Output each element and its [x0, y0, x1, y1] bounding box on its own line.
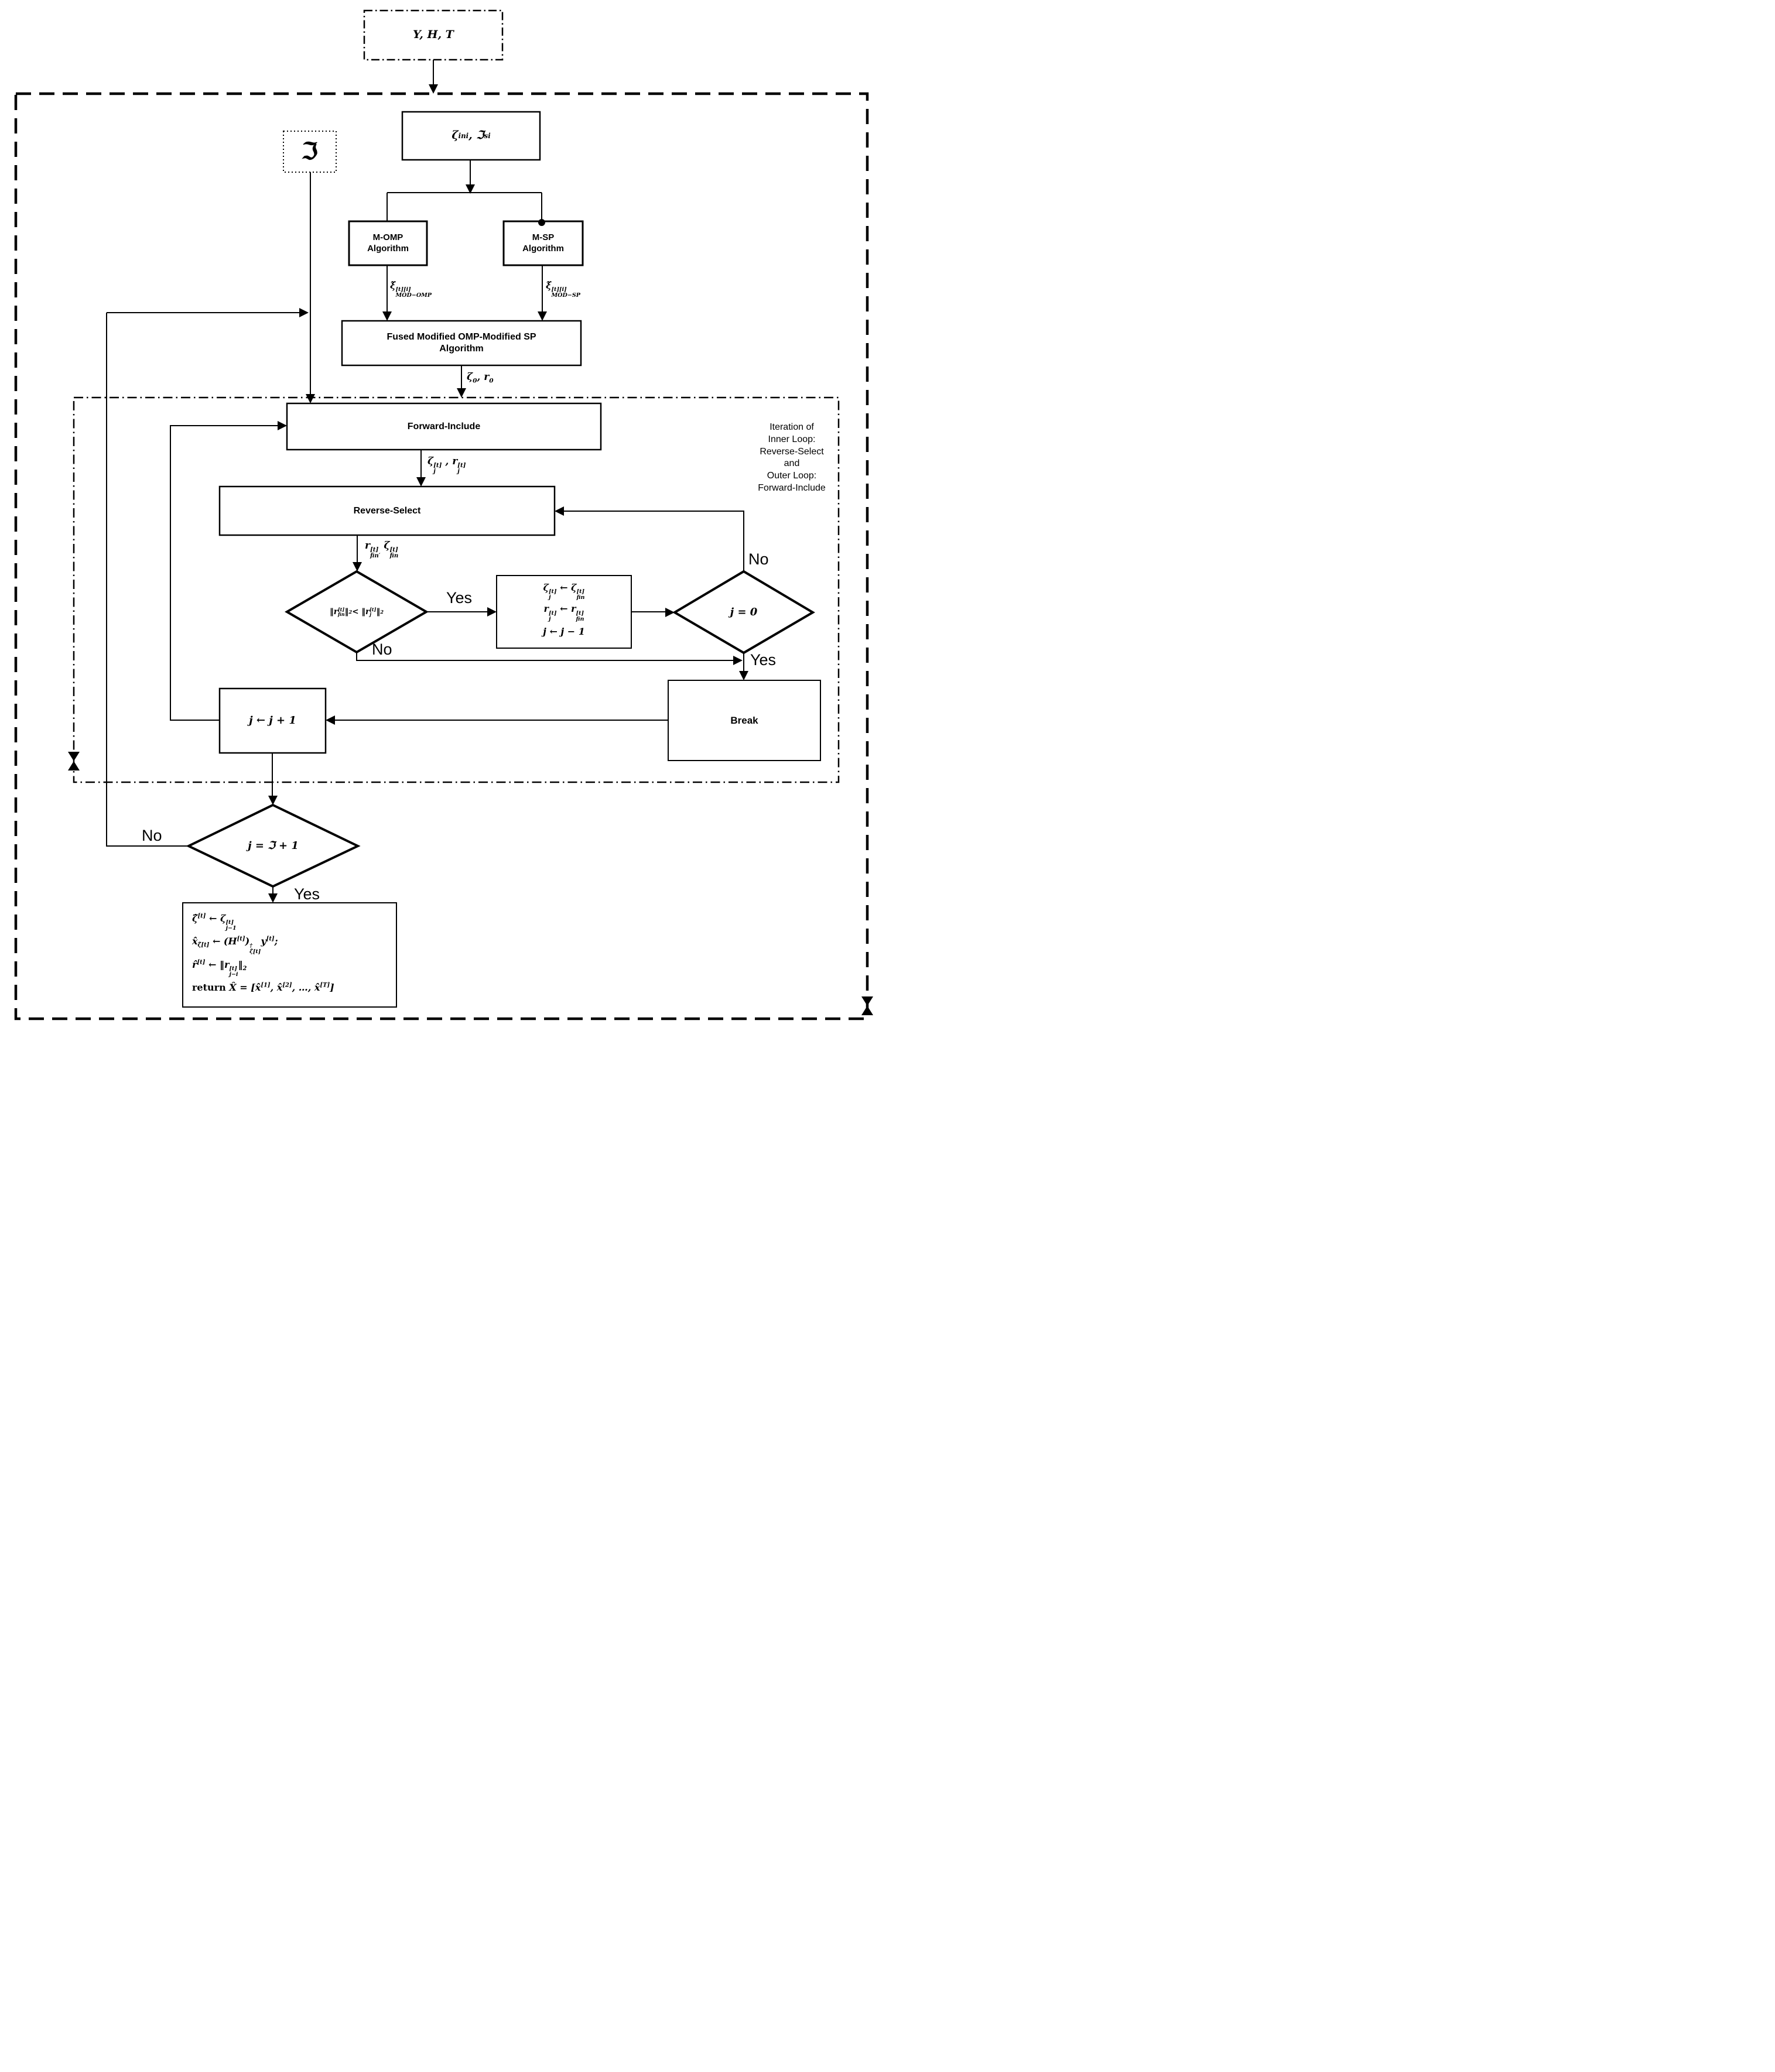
xi-mod-omp-label: ξ̌ [t][i] MOD−OMP — [390, 280, 432, 299]
j0-condition-label: j = 0 — [730, 605, 758, 618]
loop-note: Iteration of Inner Loop: Reverse-Select and Outer Loop: Forward-Include — [758, 422, 826, 493]
output-line-2: $x̂_{\zetâ[t]}$ ← (H[t]) † ζ̂[t] y[t]; — [192, 936, 278, 955]
output-line-3: r̂[t] ← ‖r [t] j−i $‖_2$ — [192, 958, 247, 978]
yes-label-j0: Yes — [750, 651, 777, 669]
update-line-2: r [t] j ← r [t] fin — [543, 603, 584, 622]
msp-label: M-SP Algorithm — [522, 232, 564, 254]
reverse-select-label: Reverse-Select — [353, 505, 421, 516]
init-label: ζ ini , ℑ si — [452, 129, 491, 142]
output-line-4: return X̂ = [x̂[1], x̂[2], …, x̂[T]] — [192, 982, 334, 994]
update-line-3: j ← j − 1 — [543, 625, 585, 637]
fused-label: Fused Modified OMP-Modified SP Algorithm — [387, 332, 536, 354]
flowchart-canvas — [0, 0, 888, 1036]
update-label — [497, 580, 631, 641]
update-line-1: ζ [t] j ← ζ [t] fin — [543, 582, 585, 601]
no-label-norm: No — [372, 641, 392, 658]
momp-label: M-OMP Algorithm — [367, 232, 409, 254]
break-label: Break — [730, 714, 758, 726]
input-label: Y, H, T — [413, 28, 454, 42]
norm-condition-label: ‖r [t] fin ‖ 2 < ‖r [t] j ‖ 2 — [329, 606, 384, 617]
forward-include-label: Forward-Include — [407, 421, 481, 431]
iteration-limit-label: ℑ — [302, 138, 318, 165]
bowtie-mark-bottom-right — [861, 996, 873, 1015]
jend-condition-label: j = ℑ + 1 — [248, 839, 299, 852]
rfin-zetafin-label: r [t] fin′ ζ [t] fin — [365, 540, 399, 560]
xi-mod-sp-label: ξ̌ [t][i] MOD−SP — [546, 280, 580, 299]
yes-label-norm: Yes — [446, 589, 473, 607]
output-label — [183, 903, 396, 997]
no-label-jend: No — [142, 827, 162, 844]
bowtie-mark-left — [68, 752, 80, 770]
connector-lines — [107, 60, 744, 900]
output-line-1: ζ̂[t] ← ζ [t] j−1 — [192, 913, 237, 932]
yes-label-jend: Yes — [294, 885, 320, 903]
increment-label: j ← j + 1 — [249, 714, 296, 727]
outer-dashed-border — [16, 94, 867, 1019]
zeta0-r0-label: $\zeta_0$, $r_0$ — [467, 371, 494, 385]
no-label-j0: No — [748, 550, 769, 568]
zetaj-rj-label: ζ [t] j , r [t] j — [427, 456, 466, 475]
